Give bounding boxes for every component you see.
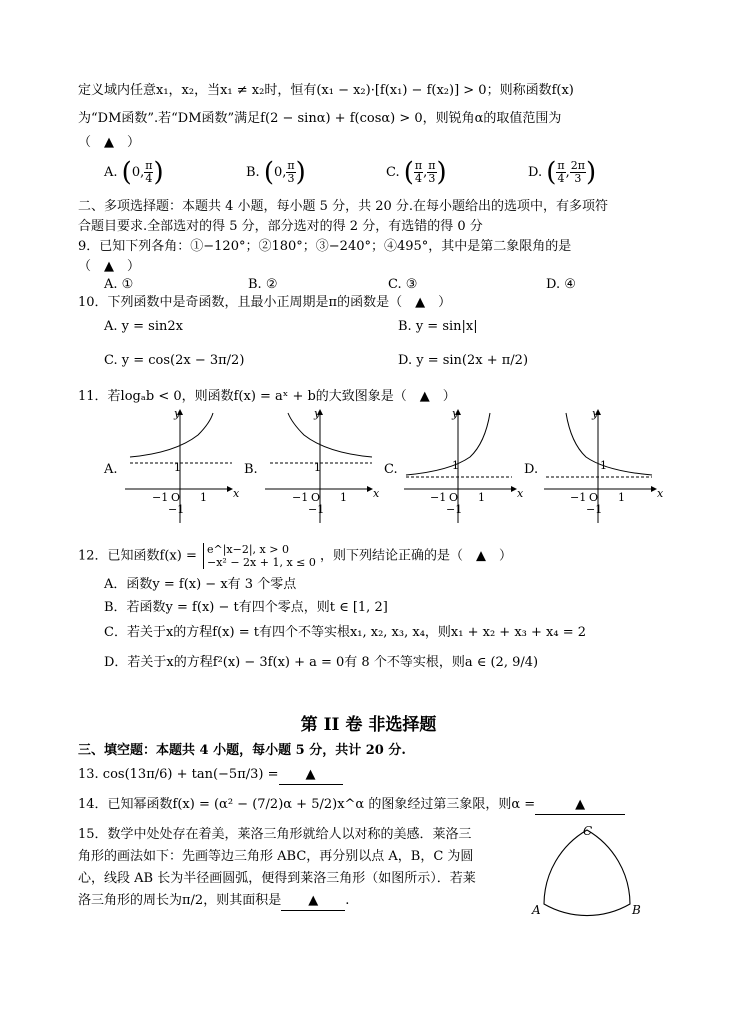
svg-text:O: O: [311, 491, 321, 504]
q11-graph-d: [524, 407, 664, 523]
svg-text:O: O: [449, 491, 459, 504]
q12-piece-2: −x² − 2x + 1, x ≤ 0: [207, 556, 316, 569]
svg-text:1: 1: [600, 459, 607, 472]
q9-option-a: A. ①: [104, 277, 134, 292]
q11-stem: 11．若logₐb < 0，则函数f(x) = aˣ + b的大致图象是（ ▲ ）: [78, 389, 456, 404]
section2-line2: 合题目要求.全部选对的得 5 分，部分选对的得 2 分，有选错的得 0 分: [78, 219, 483, 234]
q12-option-d: D．若关于x的方程f²(x) − 3f(x) + a = 0有 8 个不等实根，则a ∈ (2, 9/4): [104, 655, 539, 670]
q11-graph-c: [384, 407, 524, 523]
svg-text:x: x: [233, 487, 240, 500]
svg-text:−1: −1: [168, 503, 185, 516]
q13-text: 13. cos(13π/6) + tan(−5π/3) = ▲: [78, 766, 343, 785]
reuleaux-triangle: [544, 830, 630, 916]
q8-answer-mark: （ ▲ ）: [78, 135, 140, 150]
q11-graph-a-label: A.: [104, 462, 118, 477]
svg-text:1: 1: [314, 461, 321, 474]
q11-graph-c-label: C.: [384, 462, 398, 477]
q11-graph-a: [103, 407, 240, 523]
svg-text:1: 1: [452, 459, 459, 472]
q8-option-d: D. ( $\frac{\pi}{4}$ , $\frac{2\pi}{3}$ ): [528, 157, 597, 188]
q9-option-b: B. ②: [248, 277, 278, 292]
svg-text:1: 1: [618, 491, 625, 504]
svg-text:O: O: [171, 491, 181, 504]
q15-line2: 角形的画法如下：先画等边三角形 ABC，再分别以点 A，B，C 为圆: [78, 849, 474, 864]
q13-answer-blank[interactable]: ▲: [279, 766, 343, 785]
q14-text: 14．已知幂函数f(x) = (α² − (7/2)α + 5/2)x^α 的图象经过第三象限，则α = ▲: [78, 796, 625, 815]
q8-option-c-label: C.: [386, 165, 400, 180]
svg-text:−1: −1: [446, 503, 463, 516]
q8-option-b: B. (0, $\frac{\pi}{3}$ ): [246, 157, 306, 188]
vertex-a-label: A: [532, 903, 541, 917]
svg-text:x: x: [657, 487, 664, 500]
q14-answer-blank[interactable]: ▲: [535, 796, 625, 815]
q11-graph-b-label: B.: [244, 462, 258, 477]
q15-line4: 洛三角形的周长为π/2，则其面积是 ▲ .: [78, 892, 349, 911]
vertex-b-label: B: [632, 903, 641, 917]
q8-line2: 为“DM函数”.若“DM函数”满足f(2 − sinα) + f(cosα) > 0，则锐角α的取值范围为: [78, 111, 562, 126]
q12-piece-1: e^|x−2|, x > 0: [207, 543, 289, 556]
svg-text:y: y: [314, 407, 321, 420]
q15-answer-blank[interactable]: ▲: [281, 892, 345, 911]
q9-stem: 9．已知下列各角：①−120°；②180°；③−240°；④495°，其中是第二象限角的是: [78, 239, 572, 254]
svg-text:1: 1: [340, 491, 347, 504]
q8-line1: 定义域内任意x₁，x₂，当x₁ ≠ x₂时，恒有(x₁ − x₂)·[f(x₁) − f(x₂)] > 0；则称函数f(x): [78, 83, 574, 98]
svg-text:−1: −1: [570, 491, 587, 504]
svg-text:y: y: [592, 407, 599, 420]
q10-option-a: A. y = sin2x: [104, 319, 183, 334]
q15-line1: 15．数学中处处存在着美，莱洛三角形就给人以对称的美感．莱洛三: [78, 827, 472, 842]
svg-text:−1: −1: [430, 491, 447, 504]
svg-text:1: 1: [200, 491, 207, 504]
q12-option-a: A．函数y = f(x) − x有 3 个零点: [104, 577, 297, 592]
svg-text:−1: −1: [152, 491, 169, 504]
q8-option-a-label: A.: [104, 165, 118, 180]
q9-answer-mark: （ ▲ ）: [78, 259, 140, 274]
q15-line3: 心，线段 AB 长为半径画圆弧，便得到莱洛三角形（如图所示）．若莱: [78, 871, 476, 886]
svg-text:−1: −1: [308, 503, 325, 516]
svg-text:x: x: [517, 487, 524, 500]
svg-text:−1: −1: [292, 491, 309, 504]
svg-text:y: y: [174, 407, 181, 420]
q9-option-c: C. ③: [388, 277, 418, 292]
q11-graphs: [0, 405, 737, 535]
q8-option-a: A. (0, $\frac{\pi}{4}$ ): [104, 157, 164, 188]
reuleaux-triangle-figure: [528, 822, 658, 922]
part2-title: 第 II 卷 非选择题: [300, 715, 437, 735]
svg-text:−1: −1: [586, 503, 603, 516]
q10-option-b: B. y = sin|x|: [398, 319, 478, 334]
q8-option-c: C. ( $\frac{\pi}{4}$ , $\frac{\pi}{3}$ ): [386, 157, 447, 188]
q8-option-d-label: D.: [528, 165, 543, 180]
q12-option-c: C．若关于x的方程f(x) = t有四个不等实根x₁, x₂, x₃, x₄，则x₁ + x₂ + x₃ + x₄ = 2: [104, 625, 586, 640]
q8-option-b-label: B.: [246, 165, 260, 180]
q11-graph-d-label: D.: [524, 462, 539, 477]
section2-line1: 二、多项选择题：本题共 4 小题，每小题 5 分，共 20 分.在每小题给出的选项中，有多项符: [78, 199, 609, 214]
vertex-c-label: C: [583, 824, 593, 838]
svg-text:y: y: [452, 407, 459, 420]
q12-option-b: B．若函数y = f(x) − t有四个零点，则t ∈ [1, 2]: [104, 600, 388, 615]
svg-text:1: 1: [478, 491, 485, 504]
section3-heading: 三、填空题：本题共 4 小题，每小题 5 分，共计 20 分.: [78, 743, 406, 758]
q10-option-c: C. y = cos(2x − 3π/2): [104, 353, 245, 368]
q9-option-d: D. ④: [546, 277, 576, 292]
svg-text:1: 1: [174, 461, 181, 474]
q10-option-d: D. y = sin(2x + π/2): [398, 353, 529, 368]
svg-text:x: x: [373, 487, 380, 500]
q12-stem: 12．已知函数f(x) = e^|x−2|, x > 0 −x² − 2x + 1, x ≤ 0 ，则下列结论正确的是（ ▲ ）: [78, 543, 512, 569]
svg-text:O: O: [589, 491, 599, 504]
q10-stem: 10．下列函数中是奇函数，且最小正周期是π的函数是（ ▲ ）: [78, 295, 452, 310]
q11-graph-b: [244, 407, 380, 523]
